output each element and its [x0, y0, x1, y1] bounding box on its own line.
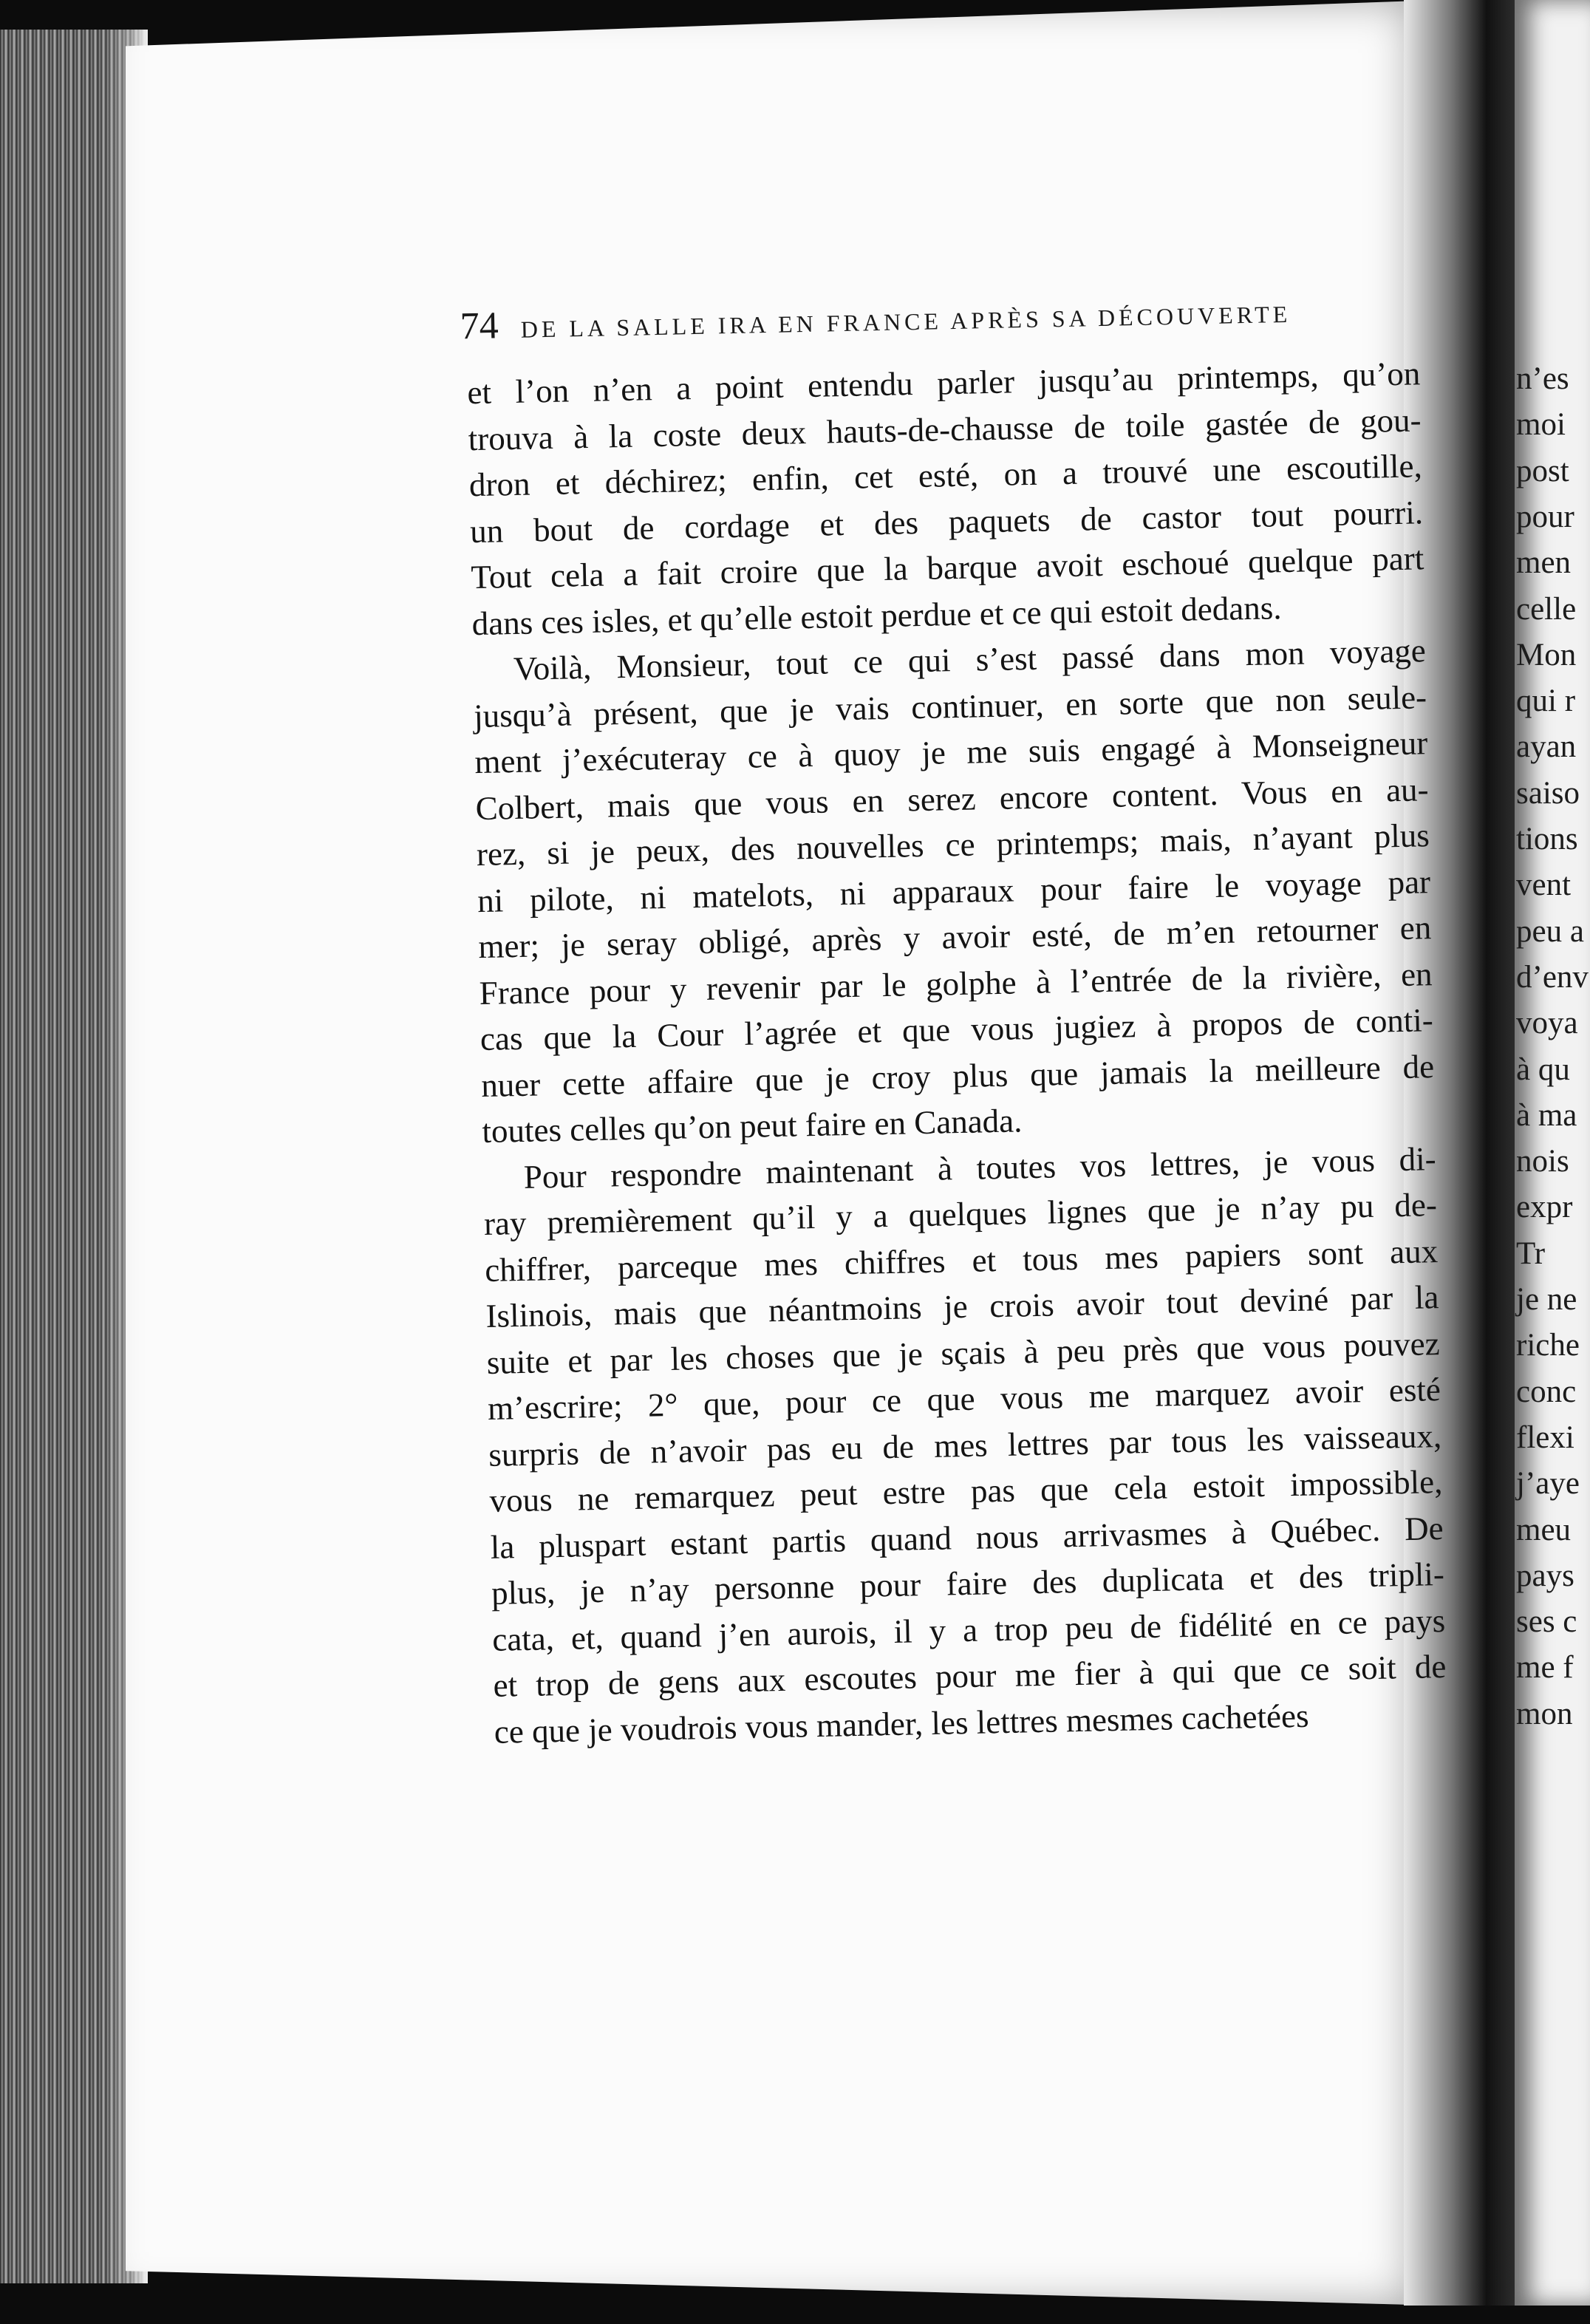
facing-page-line: saiso	[1516, 775, 1580, 811]
text-line: et l’on n’en a point entendu parler jusqu’au printemps, qu’on	[466, 355, 1421, 412]
facing-page-line: je ne	[1516, 1282, 1577, 1317]
facing-page-line: nois	[1516, 1144, 1569, 1179]
text-line: nuer cette affaire que je croy plus que jamais la meilleure de	[480, 1047, 1435, 1104]
facing-page-line: qui r	[1516, 684, 1576, 719]
facing-page-line: meu	[1516, 1512, 1572, 1547]
text-line: vous ne remarquez peut estre pas que cela estoit impossible,	[489, 1463, 1443, 1519]
text-line: Voilà, Monsieur, tout ce qui s’est passé dans mon voyage	[513, 632, 1427, 688]
text-line: toutes celles qu’on peut faire en Canada.	[482, 1102, 1023, 1151]
facing-page-line: j’aye	[1516, 1466, 1580, 1502]
text-line: Islinois, mais que néantmoins je crois avoir tout deviné par la	[485, 1278, 1439, 1335]
text-line: et trop de gens aux escoutes pour me fier à qui que ce soit de	[493, 1647, 1447, 1704]
text-line: Colbert, mais que vous en serez encore content. Vous en au-	[475, 770, 1429, 827]
text-line: dron et déchirez; enfin, cet esté, on a trouvé une escoutille,	[468, 447, 1423, 504]
facing-page-line: me f	[1516, 1650, 1574, 1686]
facing-page-line: conc	[1516, 1374, 1577, 1409]
text-line: jusqu’à présent, que je vais continuer, en sorte que non seule-	[473, 678, 1427, 735]
text-line: Tout cela a fait croire que la barque avoit eschoué quelque part	[470, 539, 1424, 596]
facing-page-line: moi	[1516, 407, 1566, 443]
facing-page-line: pour	[1516, 499, 1574, 534]
text-line: trouva à la coste deux hauts-de-chausse de toile gastée de gou-	[468, 401, 1422, 457]
text-line: suite et par les choses que je sçais à peu près que vous pouvez	[486, 1324, 1441, 1381]
facing-page-line: voya	[1516, 1006, 1578, 1041]
text-line: ce que je voudrois vous mander, les lettres mesmes cachetées	[494, 1697, 1309, 1751]
facing-page-line: ayan	[1516, 729, 1577, 765]
facing-page-line: n’es	[1516, 361, 1569, 396]
facing-page-line: à qu	[1516, 1052, 1570, 1087]
text-line: surpris de n’avoir pas eu de mes lettres par tous les vaisseaux,	[488, 1417, 1442, 1473]
facing-page-line: d’env	[1516, 959, 1589, 995]
text-line: m’escrire; 2° que, pour ce que vous me marquez avoir esté	[487, 1371, 1441, 1427]
running-head-title: DE LA SALLE IRA EN FRANCE APRÈS SA DÉCOUVERTE	[520, 300, 1292, 343]
facing-page-line: tions	[1516, 822, 1578, 856]
text-line: ni pilote, ni matelots, ni apparaux pour faire le voyage par	[477, 862, 1431, 919]
facing-page-line: riche	[1516, 1328, 1580, 1363]
facing-page-line: expr	[1516, 1190, 1573, 1225]
facing-page-line: Mon	[1516, 637, 1577, 672]
text-line: rez, si je peux, des nouvelles ce printemps; mais, n’ayant plus	[476, 817, 1430, 873]
text-line: la pluspart estant partis quand nous arrivasmes à Québec. De	[490, 1509, 1444, 1566]
facing-page-line: flexi	[1516, 1420, 1574, 1455]
text-line: dans ces isles, et qu’elle estoit perdue et ce qui estoit dedans.	[471, 588, 1282, 642]
page-number: 74	[460, 304, 499, 348]
facing-page-line: celle	[1516, 591, 1577, 627]
text-line: France pour y revenir par le golphe à l’entrée de la rivière, en	[479, 955, 1433, 1012]
text-line: cata, et, quand j’en aurois, il y a trop peu de fidélité en ce pays	[491, 1601, 1446, 1658]
facing-page-line: à ma	[1516, 1097, 1577, 1133]
text-line: plus, je n’ay personne pour faire des duplicata et des tripli-	[491, 1555, 1445, 1612]
facing-page-line: ses c	[1516, 1604, 1577, 1640]
running-head	[460, 287, 1310, 348]
text-line: ray premièrement qu’il y a quelques lignes que je n’ay pu de-	[483, 1186, 1438, 1242]
facing-page-line: Tr	[1516, 1236, 1546, 1271]
body-text	[467, 350, 1447, 1755]
facing-page-line: mon	[1516, 1696, 1573, 1731]
text-line: Pour respondre maintenant à toutes vos lettres, je vous di-	[523, 1139, 1437, 1196]
text-line: chiffrer, parceque mes chiffres et tous mes papiers sont aux	[484, 1232, 1439, 1289]
facing-page-line: post	[1516, 453, 1569, 488]
text-line: un bout de cordage et des paquets de castor tout pourri.	[469, 493, 1424, 550]
text-line: ment j’exécuteray ce à quoy je me suis engagé à Monseigneur	[474, 724, 1428, 781]
facing-page-line: vent	[1516, 868, 1572, 903]
text-line: cas que la Cour l’agrée et que vous jugiez à propos de conti-	[480, 1001, 1434, 1058]
facing-page-line: pays	[1516, 1558, 1574, 1593]
facing-page-line: peu a	[1516, 913, 1584, 949]
text-line: mer; je seray obligé, après y avoir esté, de m’en retourner en	[477, 909, 1432, 966]
facing-page-line: men	[1516, 545, 1572, 581]
